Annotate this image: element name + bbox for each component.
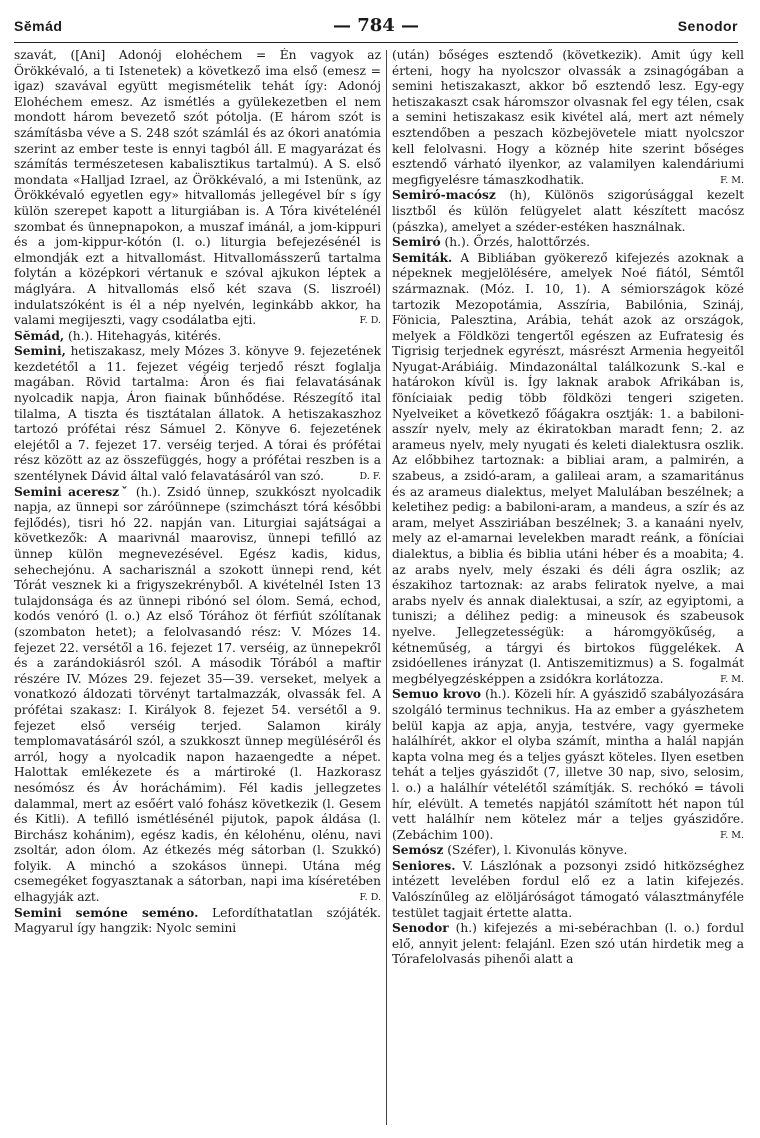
entry-headword: Semósz [392,843,444,858]
entry-signature: F. M. [720,829,744,841]
entry-headword: Semuo krovo [392,687,482,702]
entry-text: hetiszakasz, mely Mózes 3. könyve 9. fejezetének kezdetétől a 11. fejezet végéig terjedő részt foglalja magában. Rövid tartalma: Áron és fiai felavatásának nyolcadik napja, Áron fiainak bűnhődése. Részegítő ital tilalma, A tiszta és tisztátalan állatok. A hetiszakaszhoz tartozó prófétai rész Sámuel 2. Könyve 6. fejezetének elejétől a 7. fejezet 17. verséig terjed. A tórai és prófétai rész között az az összefüggés, hogy a prófétai reszben is a szentélynek Dávid által való felavatásáról van szó. [14,344,381,484]
entry-headword: Semiró-macósz [392,188,496,203]
entry [392,251,744,688]
page-header [14,15,738,43]
entry-text: A Bibliában gyökerező kifejezés azoknak a népeknek megjelölésére, amelyek Noé fiától, Sémtől származnak. (Móz. I. 10, 1). A sémiországok közé tartozik Mezopotámia, Asszíria, Babilónia, Szináj, Fönicia, Palesztina, Arábia, tehát azok az országok, melyek a Földközi tengertől egészen az Eufratesig és Tigrisig terjednek egyrészt, másrészt Armenia hegyeitől Nyugat-Arábiáig. Mindazonáltal találkozunk S.-kal e határokon kívül is. Így laknak arabok Afrikában is, föníciaiak pedig több földközi tengeri szigeten. Nyelveiket a következő főágakra osztják: 1. a babiloni-asszír nyelv, mely az ékiratokban maradt fenn; 2. az arameus nyelv, mely nyugati és keleti dialektusra oszlik. Az előbbihez tartoznak: a bibliai aram, a palmirén, a szabeus, a zsidó-aram, a galileai aram, a szamaritánus és az arameus dialektus, melyet Malulában beszélnek; a keletihez pedig: a babiloni-aram, a mandeus, a szír és az aram, melyet Assziriában beszélnek; 3. a kanaáni nyelv, mely az el-amarnai levelekben maradt reánk, a föníciai dialektus, a biblia és biblia utáni héber és a moabita; 4. az arabs nyelv, mely északi és déli ágra oszlik; az északihoz tartoznak: az arabs feliratok nyelve, a mai arabs nyelv és annak dialektusai, a szír, az egyiptomi, a tuniszi; a délihez pedig: a mineusok és szabeusok nyelve. Jellegzetességük: a háromgyökűség, a kétneműség, a tárgyi és birtokos függelékek. A zsidóellenes irányzat (l. Antiszemitizmus) a S. fogalmát megbélyegzésképpen a zsidókra korlátozza. [392,250,744,686]
entry-text: (h.). Közeli hír. A gyászidő szabályozására szolgáló terminus technikus. Ha az ember a gyászhetem belül kapja az apja, anyja, testvére, vagy gyermeke halálhírét, akkor el olyba számít, mintha a halál napján kapta volna meg és a teljes gyászt köteles. Ilyen esetben tehát a teljes gyászidőt (7, illetve 30 nap, sivo, selosim, l. o.) a halálhír vételétől számítják. S. rechókó = távoli hír, elévült. A temetés napjától számított hét napon túl vett halálhír nem kötelez már a teljes gyászidőre. (Zebáchim 100). [392,687,744,842]
entry [392,859,744,921]
entry-text: (h.). Hitehagyás, kitérés. [64,328,222,343]
entry-text: szavát, ([Ani] Adonój elohéchem = Én vagyok az Örökkévaló, a ti Istenetek) a következő ima első (emesz = igaz) szavával együtt megismételik tehát így: Adonój Elohéchem emesz. Az ismétlés a gyülekezetben el nem mondott három bevezető szót pótolja. (E három szót is számításba véve a S. 248 szót számlál és az ókori anatómia szerint az ember teste is ennyi tagból áll. E magyarázat és számítás természetesen kabalisztikus tartalmú). A S. első mondata «Halljad Izrael, az Örökkévaló, a mi Istenünk, az Örökkévaló egyetlen egy» hitvallomás jellegével bír s így külön szerepet kapott a liturgiában is. A Tóra kivételénél szombat és ünnepnapokon, a muszaf imánál, a jom-kippuri és a jom-kippur-kótón (l. o.) liturgia befejezésénél is elmondják ezt a hitvallomást. Hitvallomásszerű tartalma folytán a középkori vértanuk e szóval ajkukon léptek a máglyára. A hitvallomás első két szava (S. liszroél) indulatszóként is él a nép nyelvén, leginkább akkor, ha valami megijeszti, vagy csodálatba ejti. [14,48,381,328]
entry-headword: Semini semóne seméno. [14,905,199,920]
entry-headword: Seniores. [392,858,456,873]
column-divider [386,50,387,1125]
right-column [392,48,744,1128]
entry [14,485,381,906]
entry [14,344,381,484]
entry-text: (Széfer), l. Kivonulás könyve. [443,843,628,858]
entry-signature: D. F. [359,471,381,483]
entry [392,48,744,188]
entry-text: Lefordíthatatlan szójáték. Magyarul így hangzik: Nyolc semini [14,905,381,936]
header-right-keyword: Senodor [677,18,738,34]
entry-signature: F. M. [720,673,744,685]
entry-text: (h.). Őrzés, halottőrzés. [440,235,591,250]
entry [14,48,381,329]
header-left-keyword: Sĕmád [14,18,63,34]
entry-text: (h), Különös szigorúsággal kezelt lisztből és külön felügyelet alatt készített macósz (pászka), amelyet a széder-estéken használnak. [392,188,744,234]
left-column [14,48,381,1128]
entry-text: (h.). Zsidó ünnep, szukkószt nyolcadik napja, az ünnepi sor záróünnepe (szimchászt tórá későbbi fejlődés), tisri hó 22. napján van. Liturgiai sajátságai a következők: A maarivnál maarovisz, ünnepi tefilló az ünnep külön megnevezésével. Egész kadis, kidus, sehechejónu. A sacharisznál a szokott ünnepi rend, két Tórát vesznek ki a frigyszekrényből. A kivételnél Isten 13 tulajdonsága és az ünnepi ribónó sel ólom. Semá, echod, kodós venóró (l. o.) Az első Tórához öt férfiút szólítanak (szombaton hetet); a felolvasandó rész: V. Mózes 14. fejezet 22. versétől a 16. fejezet 17. verséig, az ünnepekről és a zarándokiásról szól. A második Tórából a maftir részére IV. Mózes 29. fejezet 35—39. verseket, melyek a vonatkozó áldozati törvényt tartalmazzák, olvassák fel. A prófétai szakasz: I. Királyok 8. fejezet 54. versétől a 9. fejezet első verséig terjed. Salamon király templomavatásáról szól, a szukkoszt ünnep megüléséről és arról, hogy a nyolcadik napon hazaengedte a népet. Halottak emlékezete és a mártiroké (l. Hazkorasz nesómósz és Áv horáchámim). Fél kadis jellegzetes dalammal, mert az esőért való fohász következik (l. Gesem és Kitli). A tefilló ismétlésénél pijutok, papok áldása (l. Birchász kohánim), egész kadis, én kélohénu, olénu, navi zsoltár, adon ólom. Az étkezés még sátorban (l. Szukkó) folyik. A minchó a szokásos ünnepi. Utána még csemegéket fogyasztanak a sátorban, napi ima kíséretében elhagyják azt. [14,484,381,905]
entry [14,329,381,345]
entry-text: V. Lászlónak a pozsonyi zsidó hitközséghez intézett levelében fordul elő ez a latin kifejezés. Valószínűleg az elöljáróságot támogató választmányféle testület tagjait értette alatta. [392,858,744,920]
entry-headword: Semini, [14,344,66,359]
entry-headword: Sĕmád, [14,328,65,343]
entry-signature: F. M. [720,174,744,186]
entry-headword: Semiták. [392,250,453,265]
entry-signature: F. D. [359,892,381,904]
page-number: — 784 — [332,15,420,36]
entry [392,843,744,859]
entry-text: (után) bőséges esztendő (következik). Amit úgy kell érteni, hogy ha nyolcszor olvassák a zsinagógában a semini hetiszakaszt, akkor bő esztendő lesz. Egy-egy hetiszakaszt csak háromszor olvasnak fel egy télen, csak a semini hetiszakasz esik kivétel alá, mert azt némely esztendőben a peszach közbejövetele miatt nyolcszor kell felolvasni. Hogy a köznép hite szerint bőséges esztendő várható ilyenkor, az valamilyen kalendáriumi megfigyelésre támaszkodhatik. [392,48,744,187]
entry [392,687,744,843]
entry-text: (h.) kifejezés a mi-sebérachban (l. o.) fordul elő, annyit jelent: felajánl. Ezen szó után hirdetik meg a Tórafelolvasás pihenői alatt a [392,921,744,967]
entry-headword: Semini acereszˇ [14,484,130,499]
entry [392,188,744,235]
entry-headword: Senodor [392,921,449,936]
entry-headword: Semiró [392,235,441,250]
entry [392,921,744,968]
entry [392,235,744,251]
entry-signature: F. D. [359,315,381,327]
entry [14,906,381,937]
